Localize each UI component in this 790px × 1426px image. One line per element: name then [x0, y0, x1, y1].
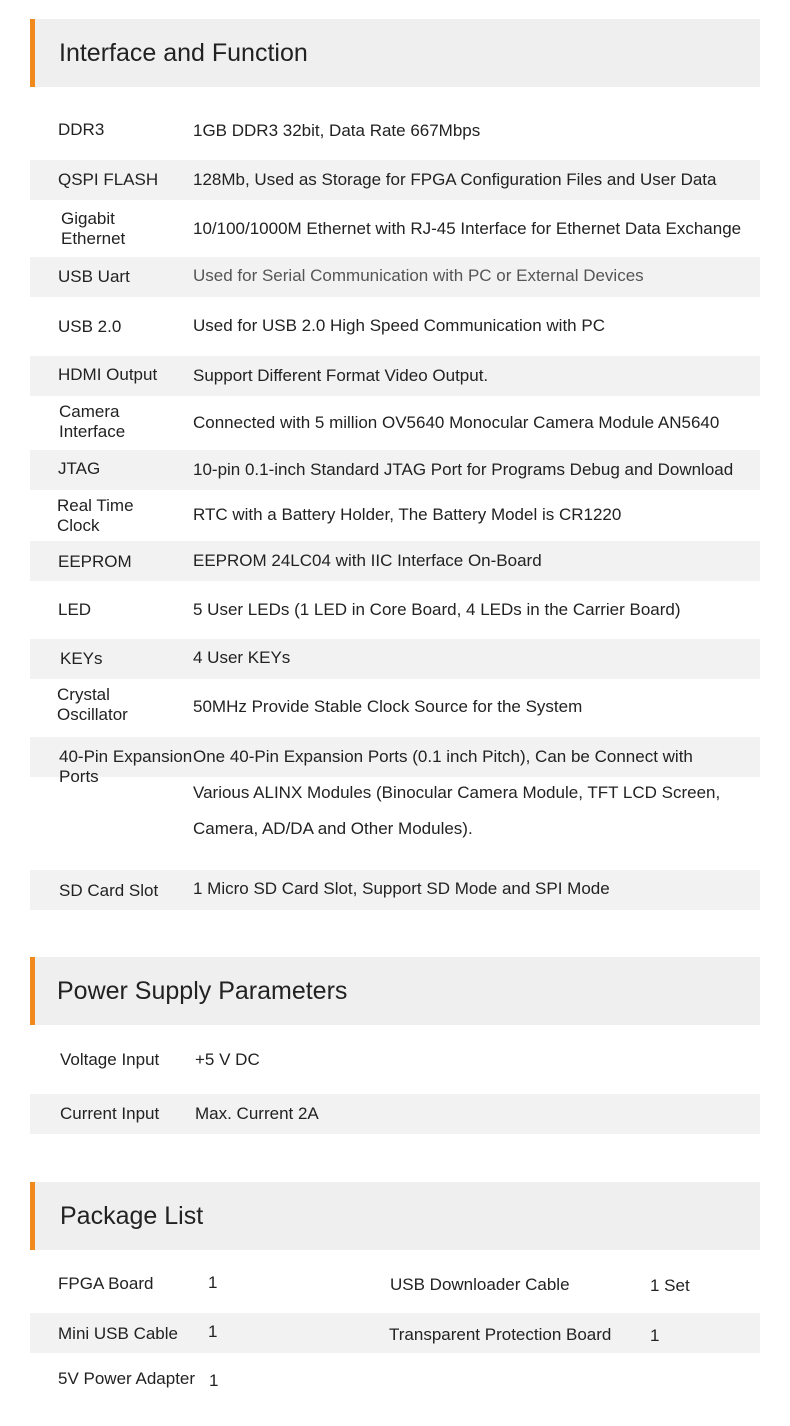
power-section-title: Power Supply Parameters — [57, 977, 348, 1005]
spec-row-led — [30, 590, 760, 630]
spec-value: 128Mb, Used as Storage for FPGA Configuration Files and User Data — [193, 170, 717, 189]
spec-value: EEPROM 24LC04 with IIC Interface On-Board — [193, 551, 542, 570]
spec-label: KEYs — [60, 649, 103, 668]
package-item-name: Transparent Protection Board — [389, 1325, 612, 1344]
spec-row-hdmi-output — [30, 356, 760, 396]
spec-label: LED — [58, 600, 92, 619]
spec-row-eeprom — [30, 541, 760, 581]
spec-label: Camera Interface — [59, 402, 126, 441]
spec-value: Used for Serial Communication with PC or External Devices — [193, 266, 644, 285]
spec-label: USB 2.0 — [58, 317, 122, 336]
spec-label: 40-Pin Expansion Ports — [59, 747, 193, 786]
spec-label: QSPI FLASH — [58, 170, 159, 189]
spec-value: Connected with 5 million OV5640 Monocular Camera Module AN5640 — [193, 413, 720, 432]
package-section-header — [30, 1182, 760, 1250]
power-row-voltage-input — [30, 1040, 760, 1080]
spec-row-real-time-clock — [30, 492, 760, 538]
spec-row-usb-2 — [30, 307, 760, 347]
spec-value: 10/100/1000M Ethernet with RJ-45 Interface for Ethernet Data Exchange — [193, 219, 742, 238]
spec-label: USB Uart — [58, 267, 130, 286]
spec-value: 4 User KEYs — [193, 648, 291, 667]
package-item-qty: 1 — [208, 1273, 218, 1292]
spec-value: RTC with a Battery Holder, The Battery Model is CR1220 — [193, 505, 622, 524]
interface-section-title: Interface and Function — [59, 39, 308, 67]
package-item-name: USB Downloader Cable — [390, 1275, 570, 1294]
package-item-qty: 1 — [209, 1371, 219, 1390]
power-row-current-input — [30, 1094, 760, 1134]
package-item-qty: 1 — [650, 1326, 660, 1345]
spec-label: Gigabit Ethernet — [61, 209, 126, 248]
package-item-name: Mini USB Cable — [58, 1324, 178, 1343]
spec-row-qspi-flash — [30, 160, 760, 200]
spec-label: SD Card Slot — [59, 881, 159, 900]
spec-label: EEPROM — [58, 552, 132, 571]
spec-value: 50MHz Provide Stable Clock Source for the System — [193, 697, 583, 716]
spec-value: One 40-Pin Expansion Ports (0.1 inch Pitch), Can be Connect with Various ALINX Modules (Binocular Camera Module, TFT LCD Screen, Camera, AD/DA and Other Modules). — [193, 747, 721, 838]
spec-row-crystal-oscillator — [30, 682, 760, 732]
spec-label: Crystal Oscillator — [57, 685, 128, 724]
package-item-qty: 1 Set — [650, 1276, 690, 1295]
spec-row-usb-uart — [30, 257, 760, 297]
package-row-3 — [30, 1360, 760, 1400]
spec-value: Used for USB 2.0 High Speed Communication with PC — [193, 316, 605, 335]
power-label: Voltage Input — [60, 1050, 160, 1069]
spec-value: 1 Micro SD Card Slot, Support SD Mode and SPI Mode — [193, 879, 610, 898]
package-item-name: 5V Power Adapter — [58, 1369, 196, 1388]
package-item-name: FPGA Board — [58, 1274, 154, 1293]
spec-value: Support Different Format Video Output. — [193, 366, 489, 385]
spec-row-gigabit-ethernet — [30, 205, 760, 255]
spec-label: JTAG — [58, 459, 101, 478]
power-value: +5 V DC — [195, 1050, 260, 1069]
package-row-2 — [30, 1313, 760, 1353]
package-row-1 — [30, 1264, 760, 1304]
power-label: Current Input — [60, 1104, 160, 1123]
spec-row-jtag — [30, 450, 760, 490]
spec-label: DDR3 — [58, 120, 105, 139]
package-section-title: Package List — [60, 1202, 204, 1230]
spec-label: Real Time Clock — [57, 496, 134, 535]
package-item-qty: 1 — [208, 1322, 218, 1341]
interface-section-header — [30, 19, 760, 87]
spec-row-keys — [30, 639, 760, 679]
power-section-header — [30, 957, 760, 1025]
spec-row-sd-card-slot — [30, 870, 760, 910]
power-value: Max. Current 2A — [195, 1104, 319, 1123]
spec-value: 1GB DDR3 32bit, Data Rate 667Mbps — [193, 121, 481, 140]
spec-label: HDMI Output — [58, 365, 158, 384]
spec-row-40-pin-expansion-ports — [30, 737, 760, 857]
spec-value: 5 User LEDs (1 LED in Core Board, 4 LEDs in the Carrier Board) — [193, 600, 681, 619]
spec-value: 10-pin 0.1-inch Standard JTAG Port for Programs Debug and Download — [193, 460, 734, 479]
spec-row-ddr3 — [30, 110, 760, 150]
spec-row-camera-interface — [30, 398, 760, 448]
